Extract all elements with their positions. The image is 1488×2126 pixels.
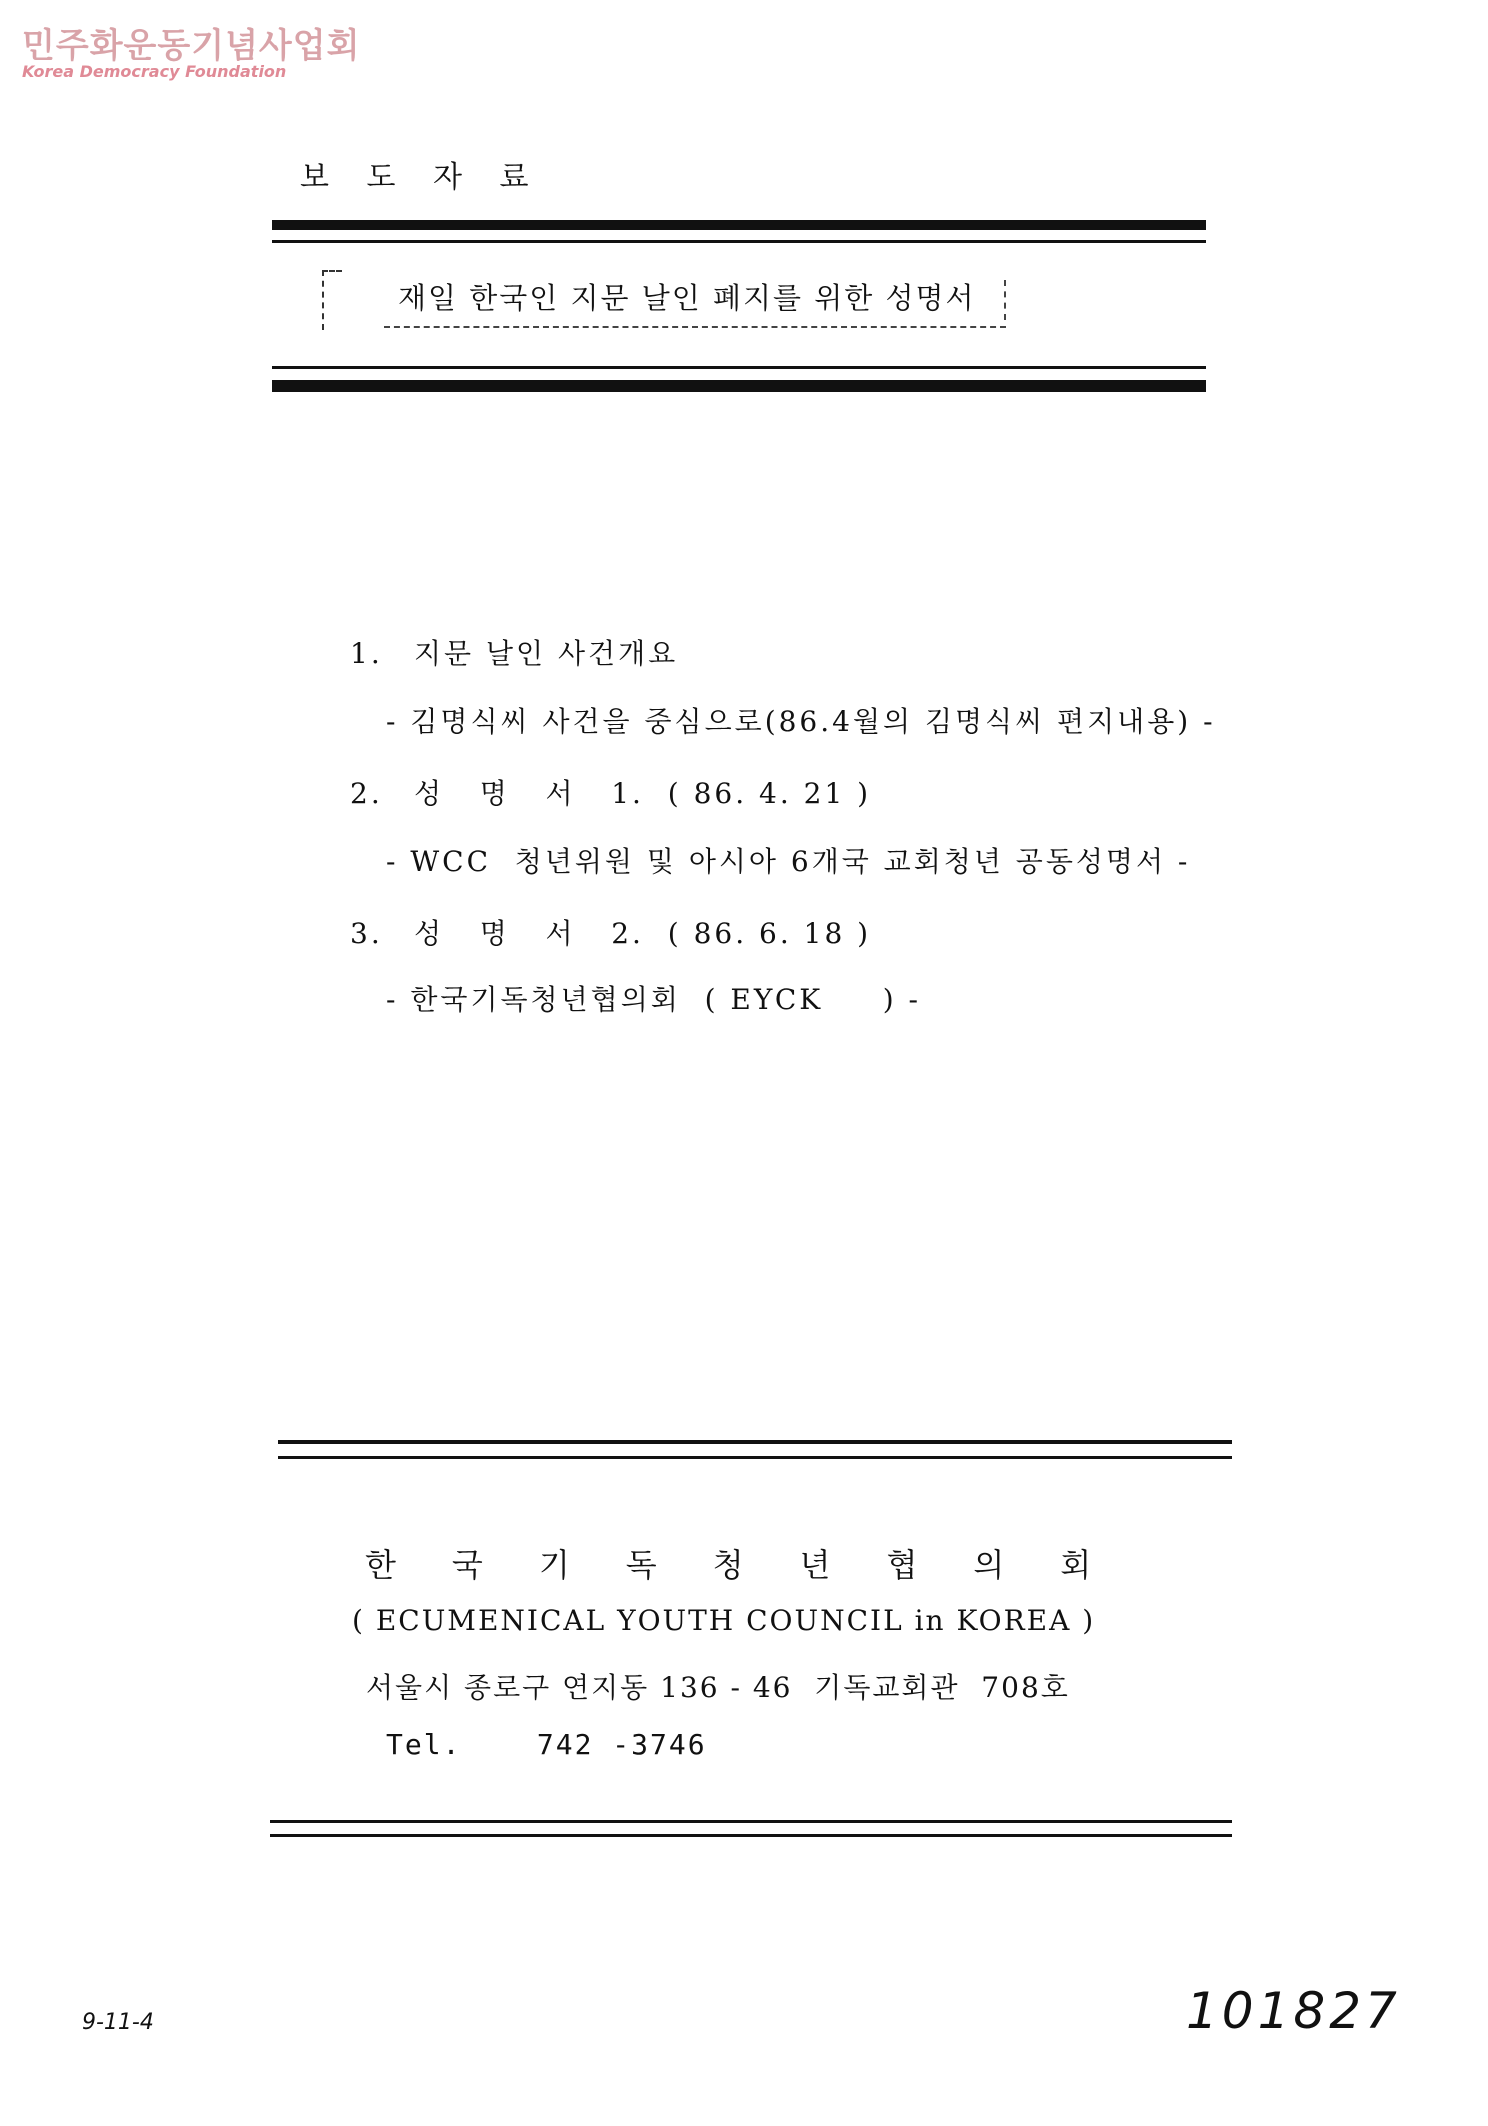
organization-name-korean: 한국기독청년협의회: [365, 1546, 1148, 1584]
content-item-1-number: 1.: [350, 637, 383, 670]
handwritten-document-number: 101827: [1186, 1982, 1401, 2040]
header-rule-thin: [272, 240, 1206, 243]
content-item-2-number: 2.: [350, 777, 383, 810]
content-item-3-title: [350, 912, 871, 952]
title-box-underline: [384, 326, 1006, 328]
footer-rule-top-1: [278, 1440, 1232, 1444]
document-label: 보 도 자 료: [300, 160, 543, 195]
content-item-1-label: 지문 날인 사건개요: [414, 637, 679, 670]
footer-rule-bottom-1: [270, 1820, 1232, 1823]
content-item-2-subtitle: - WCC 청년위원 및 아시아 6개국 교회청년 공동성명서 -: [386, 845, 1191, 878]
content-item-1-title: [350, 632, 678, 672]
document-title: 재일 한국인 지문 날인 폐지를 위한 성명서: [398, 281, 976, 315]
header-rule-thick: [272, 220, 1206, 230]
title-rule-thin: [272, 366, 1206, 369]
title-rule-thick: [272, 380, 1206, 392]
title-box-corner: [322, 270, 342, 330]
organization-address: 서울시 종로구 연지동 136 - 46 기독교회관 708호: [366, 1671, 1070, 1704]
content-item-2-label: 성 명 서 1. ( 86. 4. 21 ): [414, 777, 872, 810]
content-item-2-title: [350, 772, 871, 812]
title-box: [322, 270, 1006, 328]
organization-phone: Tel. 742 -3746: [386, 1728, 707, 1761]
footer-rule-bottom-2: [270, 1834, 1232, 1837]
watermark-korean: 민주화운동기념사업회: [22, 26, 361, 66]
content-item-3-subtitle: - 한국기독청년협의회 ( EYCK ) -: [386, 983, 921, 1016]
content-item-3-label: 성 명 서 2. ( 86. 6. 18 ): [414, 917, 872, 950]
content-item-1-subtitle: - 김명식씨 사건을 중심으로(86.4월의 김명식씨 편지내용) -: [386, 705, 1216, 738]
organization-name-english: ( ECUMENICAL YOUTH COUNCIL in KOREA ): [352, 1604, 1096, 1637]
handwritten-date: 9-11-4: [82, 2010, 154, 2035]
footer-rule-top-2: [278, 1456, 1232, 1459]
watermark-english: Korea Democracy Foundation: [22, 62, 287, 81]
content-item-3-number: 3.: [350, 917, 383, 950]
title-box-right-edge: [1004, 280, 1006, 320]
